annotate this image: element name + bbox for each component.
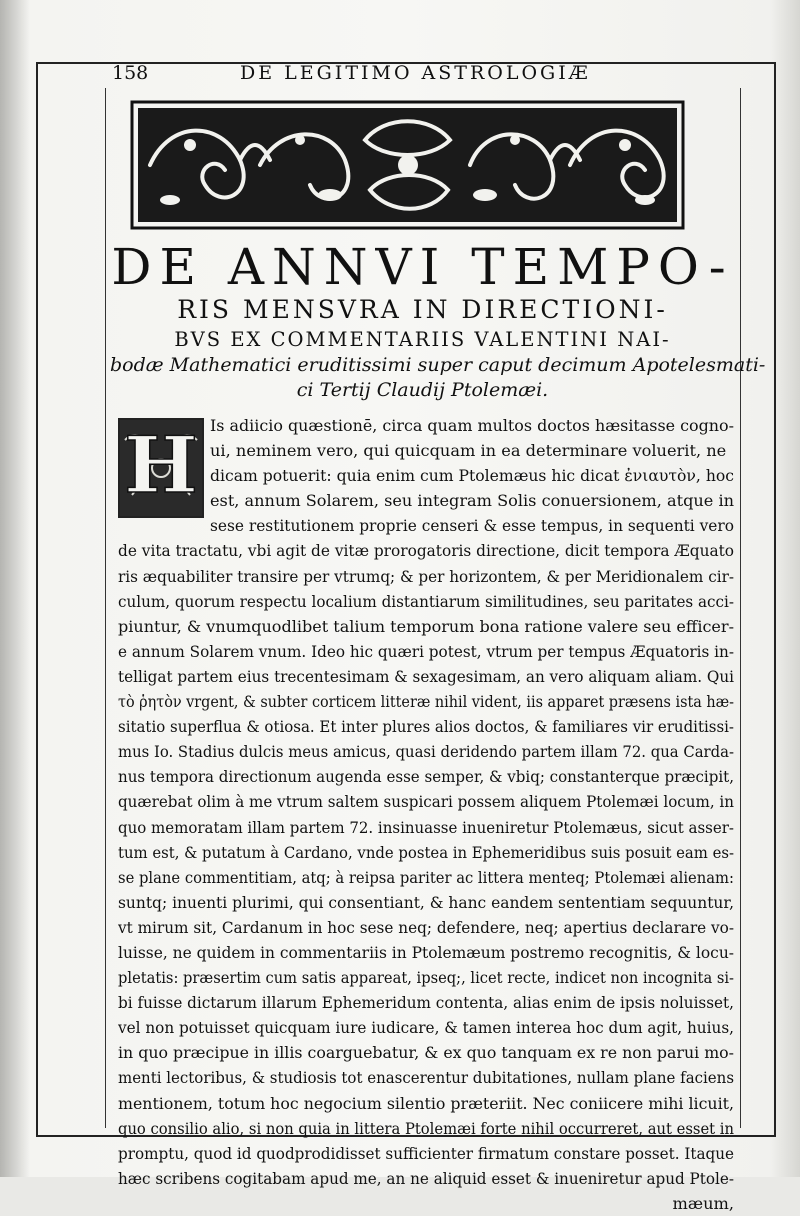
text-line: quo consilio alio, si non quia in littera Ptolemæi forte nihil occurreret, aut esset in <box>118 1118 734 1138</box>
text-line: ris æquabiliter transire per vtrumq; & per horizontem, & per Meridionalem cir- <box>118 566 734 586</box>
text-line: quo memoratam illam partem 72. insinuasse inueniretur Ptolemæus, sicut asser- <box>118 817 734 837</box>
dropcap-letter: H <box>124 420 198 511</box>
text-line: bi fuisse dictarum illarum Ephemeridum contenta, alias enim de ipsis noluisset, <box>118 993 734 1013</box>
text-line: Is adiicio quæstionē, circa quam multos doctos hæsitasse cogno- <box>210 416 734 435</box>
title-line-2: RIS MENSVRA IN DIRECTIONI- <box>177 295 668 324</box>
text-line: hæc scribens cogitabam apud me, an ne aliquid esset & inueniretur apud Ptole- <box>118 1168 734 1188</box>
text-line: de vita tractatu, vbi agit de vitæ prorogatoris directione, dicit tempora Æquato <box>118 541 734 561</box>
text-line: tum est, & putatum à Cardano, vnde postea in Ephemeridibus suis posuit eam es- <box>118 842 734 862</box>
text-line: ui, neminem vero, qui quicquam in ea determinare voluerit, ne <box>210 441 727 461</box>
gutter-shadow <box>0 0 30 1177</box>
text-line: sese restitutionem proprie censeri & esse tempus, in sequenti vero <box>210 516 734 536</box>
text-line: telligat partem eius trecentesimam & sexagesimam, an vero aliquam aliam. Qui <box>118 666 734 686</box>
text-line: e annum Solarem vnum. Ideo hic quæri potest, vtrum per tempus Æquatoris in- <box>118 641 734 661</box>
text-line: pletatis: præsertim cum satis appareat, ipseq;, licet recte, indicet non incognita si- <box>118 968 734 988</box>
running-title: DE LEGITIMO ASTROLOGIÆ <box>240 62 591 84</box>
text-line: culum, quorum respectu localium distantiarum similitudines, seu paritates acci- <box>118 591 734 611</box>
title-line-5: ci Tertij Claudij Ptolemæi. <box>296 379 549 401</box>
running-head <box>112 62 737 88</box>
text-line: menti lectoribus, & studiosis tot enascerentur dubitationes, nullam plane faciens <box>118 1068 734 1088</box>
text-line: τὸ ῥητὸν vrgent, & subter corticem litteræ nihil vident, iis apparet præsens ista hæ- <box>118 692 734 712</box>
text-line: mentionem, totum hoc negocium silentio præteriit. Nec coniicere mihi licuit, <box>118 1093 734 1113</box>
page-number: 158 <box>112 62 149 84</box>
text-line: dicam potuerit: quia enim cum Ptolemæus hic dicat ἐνιαυτὸν, hoc <box>210 466 734 486</box>
title-line-1: DE ANNVI TEMPO- <box>111 238 734 296</box>
text-line: vel non potuisset quicquam iure iudicare, & tamen interea hoc dum agit, huius, <box>118 1018 734 1038</box>
text-line: suntq; inuenti plurimi, qui consentiant, & hanc eandem sententiam sequuntur, <box>118 892 734 912</box>
text-line: quærebat olim à me vtrum saltem suspicari possem aliquem Ptolemæi locum, in <box>118 792 734 812</box>
text-line: mus Io. Stadius dulcis meus amicus, quasi deridendo partem illam 72. qua Carda- <box>118 742 734 762</box>
text-line: vt mirum sit, Cardanum in hoc sese neq; defendere, neq; apertius declarare vo- <box>118 917 734 937</box>
text-line: est, annum Solarem, seu integram Solis conuersionem, atque in <box>210 491 734 511</box>
text-line: luisse, ne quidem in commentariis in Ptolemæum postremo recognitis, & locu- <box>118 942 734 962</box>
text-line: piuntur, & vnumquodlibet talium temporum bona ratione valere seu efficer- <box>118 616 734 636</box>
body-text <box>118 413 734 1216</box>
catchword: mæum, <box>672 1193 734 1213</box>
text-line: promptu, quod id quodprodidisset sufficienter firmatum constare posset. Itaque <box>118 1143 734 1163</box>
title-line-3: BVS EX COMMENTARIIS VALENTINI NAI- <box>174 328 671 351</box>
text-line: nus tempora directionum augenda esse semper, & vbiq; constanterque præcipit, <box>118 767 734 787</box>
text-line: se plane commentitiam, atq; à reipsa pariter ac littera menteq; Ptolemæi alienam: <box>118 867 734 887</box>
text-line: sitatio superflua & otiosa. Et inter plures alios doctos, & familiares vir eruditissi- <box>118 717 734 737</box>
chapter-title <box>110 238 766 403</box>
title-line-4: bodæ Mathematici eruditissimi super caput decimum Apotelesmati- <box>110 354 766 376</box>
floral-headpiece-ornament <box>130 100 685 230</box>
text-line: in quo præcipue in illis coarguebatur, & ex quo tanquam ex re non parui mo- <box>118 1043 734 1063</box>
